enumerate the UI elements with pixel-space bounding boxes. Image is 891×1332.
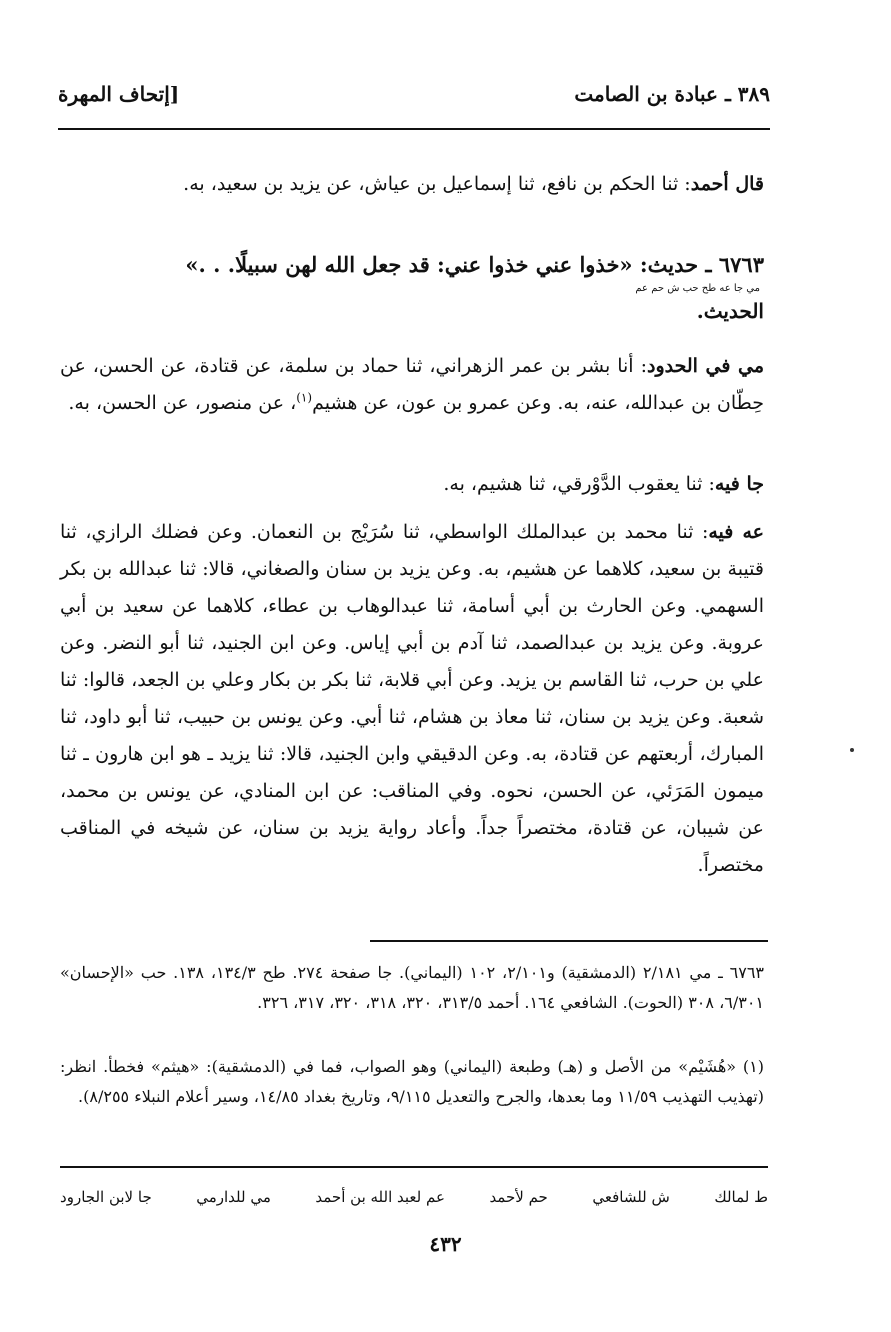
paragraph-lead: مي في الحدود xyxy=(646,355,764,377)
paragraph-text: : أنا بشر بن عمر الزهراني، ثنا حماد بن سلمة، عن قتادة، عن الحسن، عن حِطّان بن عبدالله، عنه، به. وعن عمرو بن عون، عن هشيم xyxy=(60,355,764,414)
book-title: [إتحاف المهرة xyxy=(58,82,180,106)
hadith-title: ـ حديث: «خذوا عني خذوا عني: قد جعل الله لهن سبيلًا. . .» xyxy=(185,252,712,277)
abbreviation-rule xyxy=(60,1166,768,1168)
hadith-tail: الحديث. xyxy=(696,299,764,323)
footnote-1: (١) «هُشَيْم» من الأصل و (هـ) وطبعة (اليماني) وهو الصواب، فما في (الدمشقية): «هيثم» فخطأ. انظر: (تهذيب التهذيب ١١/٥٩ وما بعدها، والجرح والتعديل ٩/١١٥، وتاريخ بغداد ١٤/٨٥، وسير أعلام النبلاء ٨/٢٥٥). xyxy=(60,1057,764,1106)
abbreviation-item: جا لابن الجارود xyxy=(60,1188,152,1206)
paragraph-text: : ثنا الحكم بن نافع، ثنا إسماعيل بن عياش، عن يزيد بن سعيد، به. xyxy=(183,173,691,195)
margin-mark xyxy=(850,748,854,752)
paragraph-text-continued: ، عن منصور، عن الحسن، به. xyxy=(68,392,297,414)
abbreviation-item: حم لأحمد xyxy=(489,1188,548,1206)
footnote-sources: ٦٧٦٣ ـ مي ٢/١٨١ (الدمشقية) و٢/١٠١، ١٠٢ (اليماني). جا صفحة ٢٧٤. طح ١٣٤/٣، ١٣٨. حب «الإحسان» ٦/٣٠١، ٣٠٨ (الحوت). الشافعي ١٦٤. أحمد ٣١٣/٥، ٣٢٠، ٣١٨، ٣٢٠، ٣١٧، ٣٢٦. xyxy=(60,963,764,1012)
footnote-ref: (١) xyxy=(296,390,313,405)
hadith-source-codes: مي جا عه طح حب ش حم عم xyxy=(635,283,760,294)
chapter-heading: ٣٨٩ ـ عبادة بن الصامت xyxy=(574,82,770,106)
footnote-rule xyxy=(370,940,768,942)
abbreviation-item: ش للشافعي xyxy=(592,1188,670,1206)
paragraph-abu-awana xyxy=(60,514,764,884)
running-header xyxy=(58,78,770,118)
paragraph-text: : ثنا يعقوب الدَّوْرقي، ثنا هشيم، به. xyxy=(443,473,715,495)
paragraph-lead: قال أحمد xyxy=(690,173,764,195)
hadith-title-line xyxy=(60,248,764,282)
paragraph-ibn-jarud xyxy=(60,466,764,503)
paragraph-darimi xyxy=(60,348,764,422)
abbreviation-item: ط لمالك xyxy=(714,1188,768,1206)
paragraph-text: : ثنا محمد بن عبدالملك الواسطي، ثنا سُرَيْج بن النعمان. وعن فضلك الرازي، ثنا قتيبة بن سعيد، كلاهما عن هشيم، به. وعن يزيد بن سنان والصغاني، قالا: ثنا عبدالله بن بكر السهمي. وعن الحارث بن أبي أسامة، ثنا عبدالوهاب بن عطاء، كلاهما عن سعيد بن أبي عروبة. وعن يزيد بن عبدالصمد، ثنا آدم بن أبي إياس. وعن ابن الجنيد، ثنا أبو النضر. وعن علي بن حرب، ثنا القاسم بن يزيد. وعن أبي قلابة، ثنا بكر بن بكار وعلي بن الجعد، قالوا: ثنا شعبة. وعن يزيد بن سنان، ثنا معاذ بن هشام، ثنا أبي. وعن يونس بن حبيب، ثنا أبو داود، ثنا المبارك، أربعتهم عن قتادة، به. وعن الدقيقي وابن الجنيد، قالا: ثنا يزيد ـ هو ابن هارون ـ ثنا ميمون المَرَئي، عن الحسن، نحوه. وفي المناقب: عن ابن المنادي، عن يونس بن محمد، عن شيبان، عن قتادة، مختصراً جداً. وأعاد رواية يزيد بن سنان، عن شيخه في المناقب مختصراً. xyxy=(60,521,764,876)
abbreviation-item: مي للدارمي xyxy=(196,1188,271,1206)
paragraph-ahmad xyxy=(60,166,764,203)
hadith-number: ٦٧٦٣ xyxy=(718,252,764,277)
hadith-heading xyxy=(60,248,764,326)
page-number: ٤٣٢ xyxy=(429,1232,462,1256)
abbreviation-item: عم لعبد الله بن أحمد xyxy=(315,1188,445,1206)
paragraph-lead: جا فيه xyxy=(714,473,764,495)
abbreviation-key xyxy=(60,1182,768,1212)
header-rule xyxy=(58,128,770,130)
paragraph-lead: عه فيه xyxy=(708,521,765,543)
